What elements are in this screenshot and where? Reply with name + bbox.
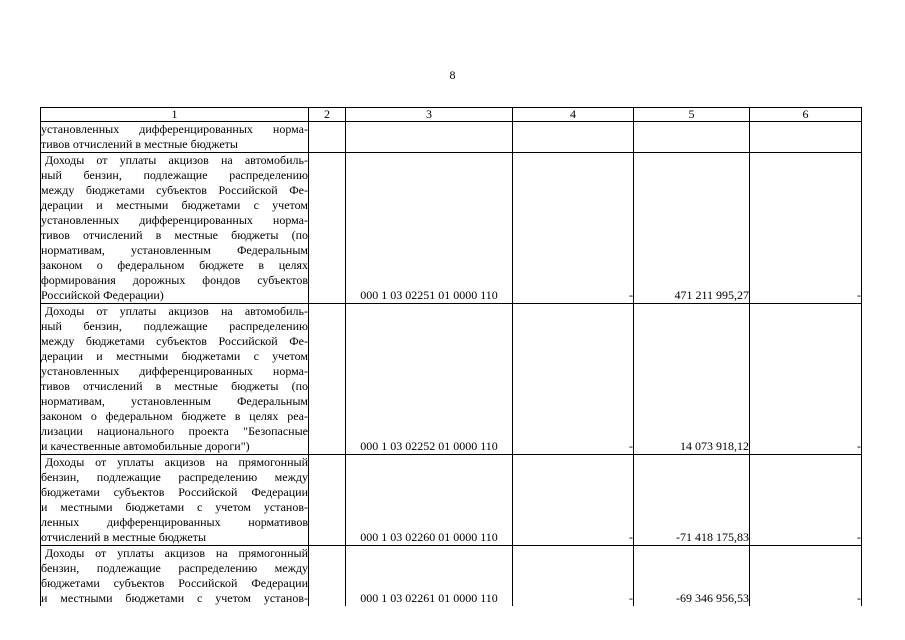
table-row <box>41 153 862 304</box>
cell-col-4: - <box>513 455 634 546</box>
description-line: лизации национального проекта "Безопасные <box>41 424 308 438</box>
description-line: между бюджетами субъектов Российской Фе- <box>41 334 308 348</box>
description-line: установленных дифференцированных норма- <box>41 213 308 227</box>
cell-col-5-amount: -69 346 956,53 <box>634 546 750 607</box>
cell-col-6: - <box>750 455 862 546</box>
header-row <box>41 108 862 122</box>
cell-col-6: - <box>750 153 862 304</box>
budget-revenue-table <box>40 107 862 606</box>
description-line: установленных дифференцированных норма- <box>41 122 308 136</box>
cell-description <box>41 546 309 607</box>
header-col-4: 4 <box>513 108 634 122</box>
cell-budget-code <box>346 122 513 153</box>
description-line: Доходы от уплаты акцизов на прямогонный <box>45 546 308 560</box>
description-line: бюджетами субъектов Российской Федерации <box>41 485 308 499</box>
header-col-1: 1 <box>41 108 309 122</box>
cell-col-2 <box>309 122 346 153</box>
description-line: и местными бюджетами с учетом установ- <box>41 500 308 514</box>
table-row <box>41 455 862 546</box>
table-header <box>41 108 862 122</box>
description-line: отчислений в местные бюджеты <box>41 530 207 544</box>
description-line: дерации и местными бюджетами с учетом <box>41 198 308 212</box>
cell-col-5-amount: 14 073 918,12 <box>634 304 750 455</box>
description-line: Доходы от уплаты акцизов на автомобиль- <box>45 304 308 318</box>
description-line: между бюджетами субъектов Российской Фе- <box>41 183 308 197</box>
description-line: формирования дорожных фондов субъектов <box>41 273 308 287</box>
cell-col-4 <box>513 122 634 153</box>
description-line: бензин, подлежащие распределению между <box>41 470 308 484</box>
description-line: Российской Федерации) <box>41 288 164 302</box>
description-line: нормативам, установленным Федеральным <box>41 394 308 408</box>
description-line: и качественные автомобильные дороги") <box>41 439 250 453</box>
header-col-3: 3 <box>346 108 513 122</box>
cell-col-6: - <box>750 304 862 455</box>
description-line: законом о федеральном бюджете в целях <box>41 258 308 272</box>
cell-budget-code: 000 1 03 02251 01 0000 110 <box>346 153 513 304</box>
cell-col-2 <box>309 304 346 455</box>
description-line: ный бензин, подлежащие распределению <box>41 168 308 182</box>
description-line: ленных дифференцированных нормативов <box>41 515 308 529</box>
table-body <box>41 122 862 607</box>
description-line: бюджетами субъектов Российской Федерации <box>41 576 308 590</box>
table-row <box>41 304 862 455</box>
cell-col-6 <box>750 122 862 153</box>
cell-description <box>41 122 309 153</box>
cell-col-2 <box>309 455 346 546</box>
cell-col-4: - <box>513 153 634 304</box>
description-line: ный бензин, подлежащие распределению <box>41 319 308 333</box>
description-line: Доходы от уплаты акцизов на прямогонный <box>45 455 308 469</box>
page-number: 8 <box>449 68 456 82</box>
description-line: законом о федеральном бюджете в целях реа- <box>41 409 308 423</box>
description-line: нормативам, установленным Федеральным <box>41 243 308 257</box>
cell-col-5-amount <box>634 122 750 153</box>
cell-budget-code: 000 1 03 02261 01 0000 110 <box>346 546 513 607</box>
cell-description <box>41 153 309 304</box>
cell-col-4: - <box>513 304 634 455</box>
table-row <box>41 122 862 153</box>
description-line: установленных дифференцированных норма- <box>41 364 308 378</box>
header-col-5: 5 <box>634 108 750 122</box>
cell-budget-code: 000 1 03 02260 01 0000 110 <box>346 455 513 546</box>
cell-col-4: - <box>513 546 634 607</box>
description-line: и местными бюджетами с учетом установ- <box>41 591 308 605</box>
header-col-6: 6 <box>750 108 862 122</box>
description-line: Доходы от уплаты акцизов на автомобиль- <box>45 153 308 167</box>
cell-col-5-amount: 471 211 995,27 <box>634 153 750 304</box>
description-line: тивов отчислений в местные бюджеты (по <box>41 379 308 393</box>
description-line: тивов отчислений в местные бюджеты <box>41 137 238 151</box>
cell-col-5-amount: -71 418 175,83 <box>634 455 750 546</box>
description-line: бензин, подлежащие распределению между <box>41 561 308 575</box>
cell-description <box>41 304 309 455</box>
description-line: тивов отчислений в местные бюджеты (по <box>41 228 308 242</box>
cell-col-2 <box>309 546 346 607</box>
cell-budget-code: 000 1 03 02252 01 0000 110 <box>346 304 513 455</box>
cell-col-2 <box>309 153 346 304</box>
header-col-2: 2 <box>309 108 346 122</box>
cell-description <box>41 455 309 546</box>
description-line: дерации и местными бюджетами с учетом <box>41 349 308 363</box>
table-row <box>41 546 862 607</box>
cell-col-6: - <box>750 546 862 607</box>
